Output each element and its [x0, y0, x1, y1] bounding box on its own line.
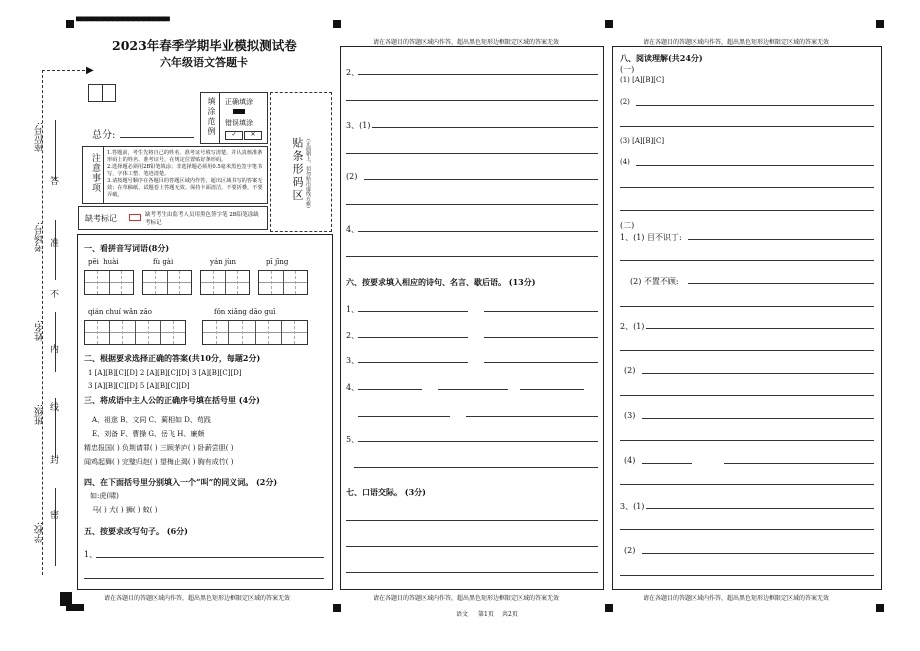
q6-number: 4、 — [346, 383, 360, 392]
q-number: 2、 — [346, 68, 360, 77]
answer-line[interactable] — [646, 508, 874, 509]
q8-choice[interactable]: (3) [A][B][C] — [620, 137, 665, 145]
q-number: 3、(1) — [620, 502, 645, 511]
footer-subject: 语文 — [456, 611, 469, 618]
corner-mark — [876, 20, 884, 28]
boundary-notice: 请在各题目的答题区域内作答，超出黑色矩形边框限定区域的答案无效 — [104, 595, 291, 602]
q3-options: E、刘备 F、曹操 G、岳飞 H、廉颇 — [92, 430, 205, 438]
fill-example-label: 填涂范例 — [207, 97, 216, 137]
absent-box — [78, 206, 268, 230]
header-timing-marks: ▀▀▀▀▀▀▀▀▀▀▀▀▀▀▀▀▀▀ — [76, 16, 169, 26]
card-title: 六年级语文答题卡 — [160, 56, 248, 69]
name-underline — [55, 312, 56, 372]
q1-title: 一、看拼音写词语(8分) — [84, 243, 170, 253]
q-number: (2) 不置不顾: — [630, 277, 679, 286]
q-number: 3、(1) — [346, 121, 371, 130]
answer-line[interactable] — [620, 126, 874, 127]
q3-items[interactable]: 精忠报国( ) 负荆请罪( ) 三顾茅庐( ) 卧薪尝胆( ) — [84, 444, 234, 452]
q4-title: 四、在下面括号里分别填入一个“叫”的同义词。 (2分) — [84, 477, 278, 487]
notes-text: 1.答题前，考生先将自己的姓名、准考证号填写清楚，并认真核准条形码上的姓名、准考证号，在规定位置贴好条形码。 2.选择题必须用2B铅笔填涂；非选择题必须用0.5毫米黑色签字笔书写，字体工整、笔迹清楚。 3.请按题号顺序在各题目的答题区域内作答，超出区域书写的答案无效；在草稿纸、试题卷上答题无效。保持卡面清洁，不要折叠，不要弄破。 — [107, 150, 263, 198]
char-grid[interactable] — [142, 270, 192, 295]
answer-line[interactable] — [358, 362, 468, 363]
answer-line[interactable] — [346, 520, 598, 521]
answer-line[interactable] — [358, 389, 422, 390]
seal-char: 答 — [48, 176, 58, 185]
answer-line[interactable] — [620, 440, 874, 441]
q-number: (2) — [620, 98, 630, 106]
q4-items[interactable]: 马( ) 犬( ) 狮( ) 蚊( ) — [92, 506, 158, 514]
seat-underline — [55, 120, 56, 180]
answer-line[interactable] — [484, 362, 598, 363]
answer-line[interactable] — [636, 165, 874, 166]
q6-number: 5、 — [346, 435, 360, 444]
boundary-notice: 请在各题目的答题区域内作答，超出黑色矩形边框限定区域的答案无效 — [643, 39, 830, 46]
q6-number: 3、 — [346, 356, 360, 365]
answer-line[interactable] — [354, 467, 598, 468]
part-label: (二) — [620, 221, 635, 230]
footer-page: 第1页 — [478, 611, 494, 618]
answer-line[interactable] — [688, 283, 874, 284]
corner-mark — [333, 604, 341, 612]
q-number: (4) — [620, 158, 630, 166]
answer-line[interactable] — [346, 572, 598, 573]
q-number: (2) — [346, 172, 358, 181]
answer-line[interactable] — [358, 231, 598, 232]
q4-example: 如:虎(啸) — [90, 492, 119, 500]
absent-label: 缺考标记 — [85, 214, 117, 223]
answer-line[interactable] — [646, 328, 874, 329]
q6-title: 六、按要求填入相应的诗句、名言、歇后语。 (13分) — [346, 277, 536, 287]
q8-choice[interactable]: (1) [A][B][C] — [620, 76, 665, 84]
answer-line[interactable] — [364, 179, 598, 180]
pinyin: pēi huài — [88, 258, 119, 266]
notes-label: 注意事项 — [90, 153, 100, 193]
corner-mark — [605, 20, 613, 28]
answer-line[interactable] — [620, 260, 874, 261]
answer-line[interactable] — [358, 311, 468, 312]
total-score-label: 总分: — [92, 130, 116, 141]
answer-line[interactable] — [484, 311, 598, 312]
seal-char: 不 — [48, 289, 58, 298]
school-label: 学校: — [35, 522, 45, 544]
correct-fill-mark — [233, 109, 245, 114]
answer-line[interactable] — [358, 74, 598, 75]
answer-line[interactable] — [620, 350, 874, 351]
pinyin: qián chuí wǎn zāo — [88, 308, 153, 316]
wrong-fill-check: ✓ — [225, 131, 243, 140]
answer-line[interactable] — [358, 416, 450, 417]
answer-line[interactable] — [724, 463, 874, 464]
q-number: (2) — [624, 546, 636, 555]
fill-example-box — [200, 92, 268, 144]
q3-items[interactable]: 闻鸡起舞( ) 完璧归赵( ) 望梅止渴( ) 胸有成竹( ) — [84, 458, 234, 466]
wrong-fill-cross: ✕ — [244, 131, 262, 140]
answer-line[interactable] — [642, 418, 874, 419]
absent-mark-field[interactable] — [129, 214, 141, 221]
answer-line[interactable] — [346, 204, 598, 205]
q2-options[interactable]: 1 [A][B][C][D] 2 [A][B][C][D] 3 [A][B][C][D] — [88, 369, 242, 377]
answer-line[interactable] — [372, 127, 598, 128]
corner-mark — [876, 604, 884, 612]
seal-char: 密 — [48, 510, 58, 519]
answer-line[interactable] — [346, 153, 598, 154]
q-number: 2、(1) — [620, 322, 645, 331]
answer-line[interactable] — [620, 210, 874, 211]
answer-line[interactable] — [358, 441, 598, 442]
barcode-note: (正面朝上，切勿贴出虚线方框) — [305, 139, 311, 208]
answer-line[interactable] — [642, 373, 874, 374]
barcode-area — [270, 92, 332, 232]
answer-line[interactable] — [642, 553, 874, 554]
seal-char: 线 — [48, 402, 58, 411]
q5-title: 五、按要求改写句子。 (6分) — [84, 526, 188, 536]
answer-line[interactable] — [642, 463, 692, 464]
q-number: 1、(1) 目不识丁: — [620, 233, 682, 242]
answer-line[interactable] — [466, 416, 598, 417]
q7-title: 七、口语交际。 (3分) — [346, 487, 426, 497]
answer-line[interactable] — [636, 105, 874, 106]
answer-line[interactable] — [96, 557, 324, 558]
answer-line[interactable] — [484, 337, 598, 338]
q-number: (3) — [624, 411, 636, 420]
seal-line-top — [42, 70, 90, 71]
char-grid[interactable] — [202, 320, 308, 345]
q8-title: 八、阅读理解(共24分) — [620, 53, 703, 63]
seal-char: 内 — [48, 344, 58, 353]
q3-title: 三、将成语中主人公的正确序号填在括号里 (4分) — [84, 395, 260, 405]
pinyin: yán jùn — [210, 258, 237, 266]
answer-line[interactable] — [620, 306, 874, 307]
student-id-box[interactable] — [88, 84, 116, 102]
corner-mark — [66, 604, 84, 611]
boundary-notice: 请在各题目的答题区域内作答，超出黑色矩形边框限定区域的答案无效 — [373, 595, 560, 602]
q6-number: 2、 — [346, 331, 360, 340]
barcode-label: 贴条形码区 — [291, 137, 304, 202]
corner-mark — [605, 604, 613, 612]
seal-char: 封 — [48, 455, 58, 464]
answer-line[interactable] — [620, 187, 874, 188]
exam-title: 2023年春季学期毕业模拟测试卷 — [112, 38, 297, 53]
boundary-notice: 请在各题目的答题区域内作答，超出黑色矩形边框限定区域的答案无效 — [373, 39, 560, 46]
q-number: 4、 — [346, 225, 360, 234]
answer-line[interactable] — [620, 575, 874, 576]
wrong-fill-label: 错误填涂 — [225, 119, 253, 127]
char-grid[interactable] — [258, 270, 308, 295]
absent-text: 缺考考生由监考人员用黑色签字笔 2B铅笔涂缺考标记 — [145, 212, 259, 226]
boundary-notice: 请在各题目的答题区域内作答，超出黑色矩形边框限定区域的答案无效 — [643, 595, 830, 602]
answer-line[interactable] — [438, 389, 508, 390]
corner-mark — [333, 20, 341, 28]
exam-room-label: 考场号: — [35, 222, 45, 253]
total-score-field[interactable] — [120, 137, 194, 138]
pinyin: fù gài — [153, 258, 174, 266]
pinyin: fǒn xiǎng dāo guī — [214, 308, 276, 316]
part-label: (一) — [620, 65, 635, 74]
q-number: (4) — [624, 456, 636, 465]
school-underline — [55, 488, 56, 566]
seat-label: 座位号: — [35, 122, 45, 153]
q6-number: 1、 — [346, 305, 360, 314]
q2-options[interactable]: 3 [A][B][C][D] 5 [A][B][C][D] — [88, 382, 190, 390]
pinyin: pī jīng — [266, 258, 289, 266]
answer-line[interactable] — [346, 100, 598, 101]
q2-title: 二、根据要求选择正确的答案(共10分，每题2分) — [84, 353, 261, 363]
exam-room-underline — [55, 220, 56, 280]
answer-line[interactable] — [620, 529, 874, 530]
q-number: (2) — [624, 366, 636, 375]
q5-number: 1、 — [84, 550, 98, 559]
char-grid[interactable] — [200, 270, 250, 295]
class-label: 班级: — [35, 404, 45, 426]
corner-mark — [66, 20, 74, 28]
answer-line[interactable] — [346, 256, 598, 257]
name-label: 姓名: — [35, 320, 45, 342]
notes-box — [82, 146, 268, 204]
footer-total: 共2页 — [502, 611, 518, 618]
answer-line[interactable] — [520, 389, 584, 390]
answer-line[interactable] — [620, 484, 874, 485]
answer-line[interactable] — [620, 395, 874, 396]
answer-line[interactable] — [358, 337, 468, 338]
seal-char: 准 — [48, 238, 58, 247]
arrow-icon: ▶ — [86, 65, 94, 76]
char-grid[interactable] — [84, 320, 186, 345]
correct-fill-label: 正确填涂 — [225, 98, 253, 106]
answer-line[interactable] — [688, 239, 874, 240]
char-grid[interactable] — [84, 270, 134, 295]
answer-line[interactable] — [84, 578, 324, 579]
q3-options: A、祖逖 B、文同 C、蔺相如 D、苟践 — [92, 416, 211, 424]
answer-line[interactable] — [346, 546, 598, 547]
